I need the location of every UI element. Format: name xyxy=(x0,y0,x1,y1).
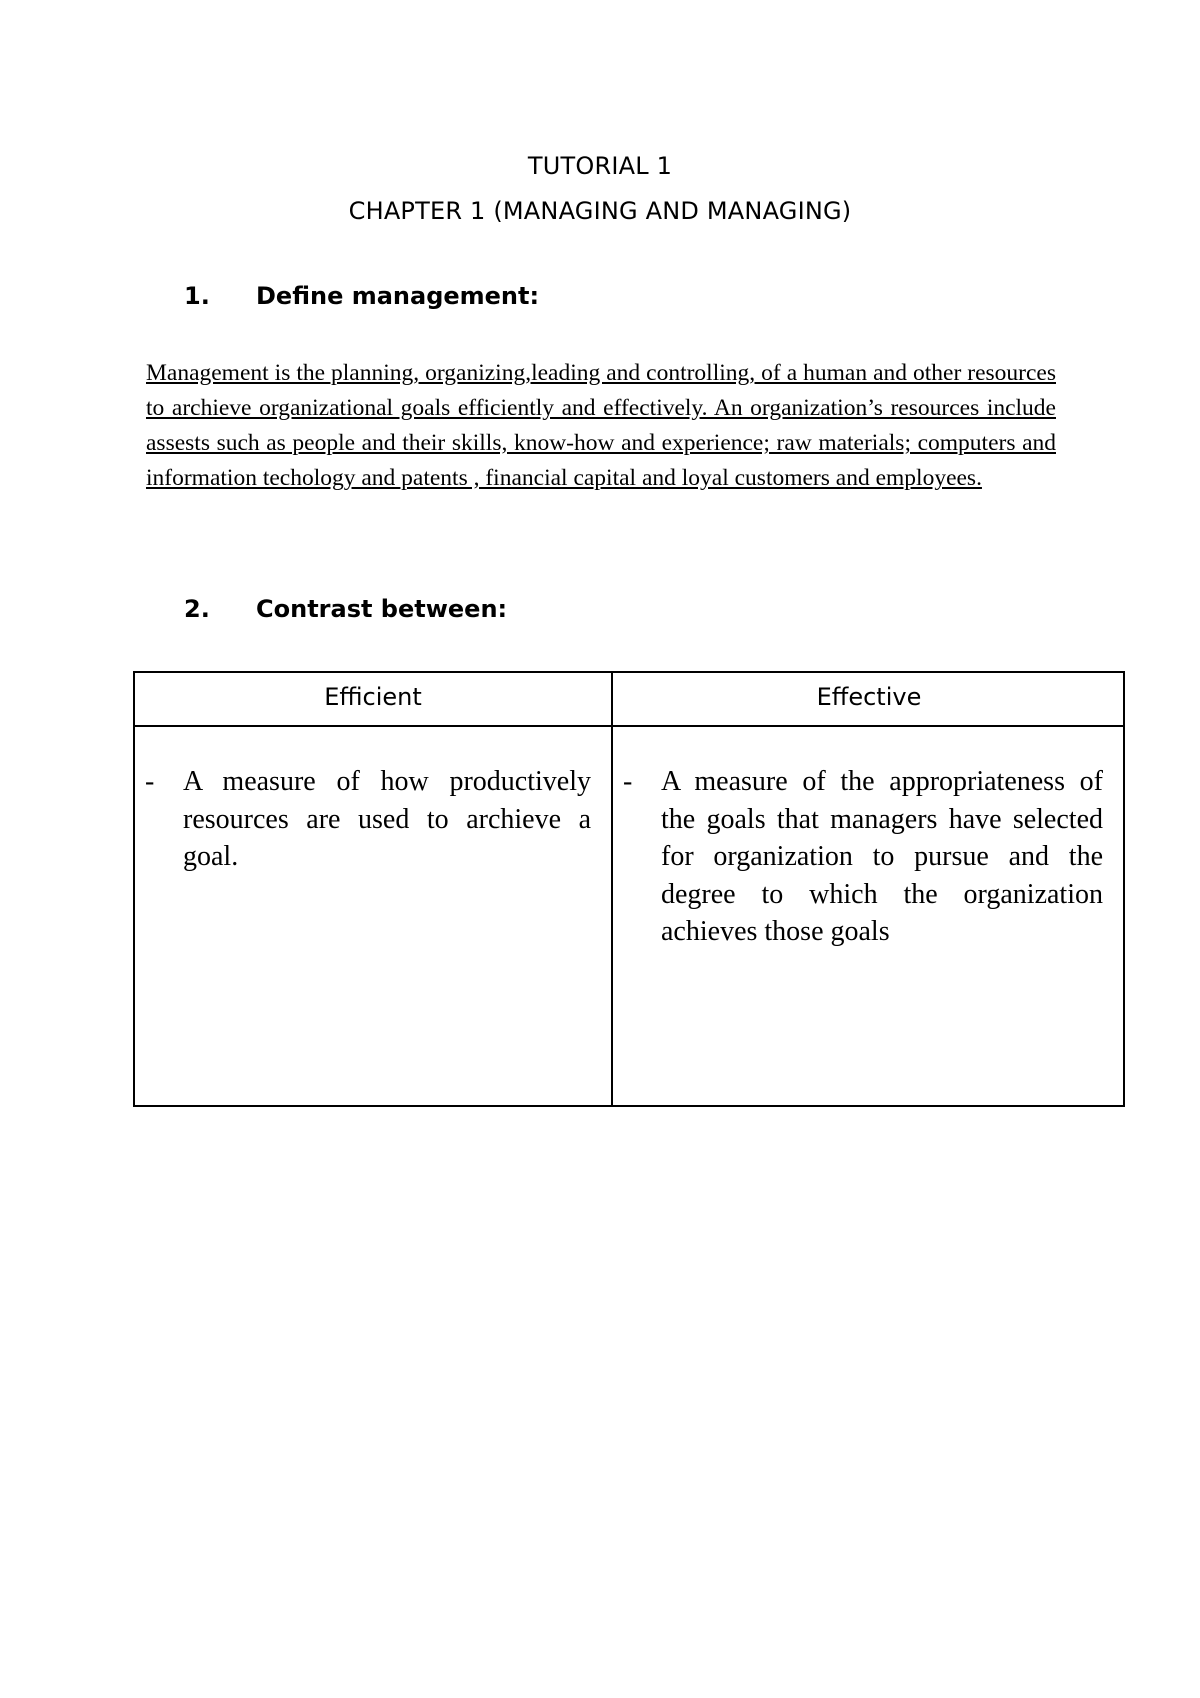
bullet-dash: - xyxy=(623,766,633,797)
contrast-table xyxy=(133,671,1125,1107)
management-definition: Management is the planning, organizing,leading and controlling, of a human and other resources to archieve organizational goals efficiently and effectively. An organization’s resources include assests such as people and their skills, know-how and experience; raw materials; computers and information techology and patents , financial capital and loyal customers and employees. xyxy=(146,360,1056,491)
question-2-label: Contrast between: xyxy=(256,595,508,623)
effective-description: A measure of the appropriateness of the goals that managers have selected for organization to pursue and the degree to which the organization achieves those goals xyxy=(661,766,1103,947)
table-header-divider xyxy=(135,725,1123,727)
table-column-divider xyxy=(611,673,613,1105)
table-header-effective: Effective xyxy=(816,683,922,711)
question-1-label: Define management: xyxy=(256,282,540,310)
question-1-number: 1. xyxy=(184,282,210,310)
question-2-number: 2. xyxy=(184,595,210,623)
question-1-heading xyxy=(184,282,539,310)
bullet-dash: - xyxy=(145,766,155,797)
table-cell-effective xyxy=(623,763,1103,951)
document-subtitle: CHAPTER 1 (MANAGING AND MANAGING) xyxy=(348,197,852,225)
table-cell-efficient xyxy=(145,763,591,876)
question-2-heading xyxy=(184,595,507,623)
table-header-efficient: Efficient xyxy=(324,683,422,711)
document-title: TUTORIAL 1 xyxy=(527,152,673,180)
efficient-description: A measure of how productively resources are used to archieve a goal. xyxy=(183,766,591,872)
